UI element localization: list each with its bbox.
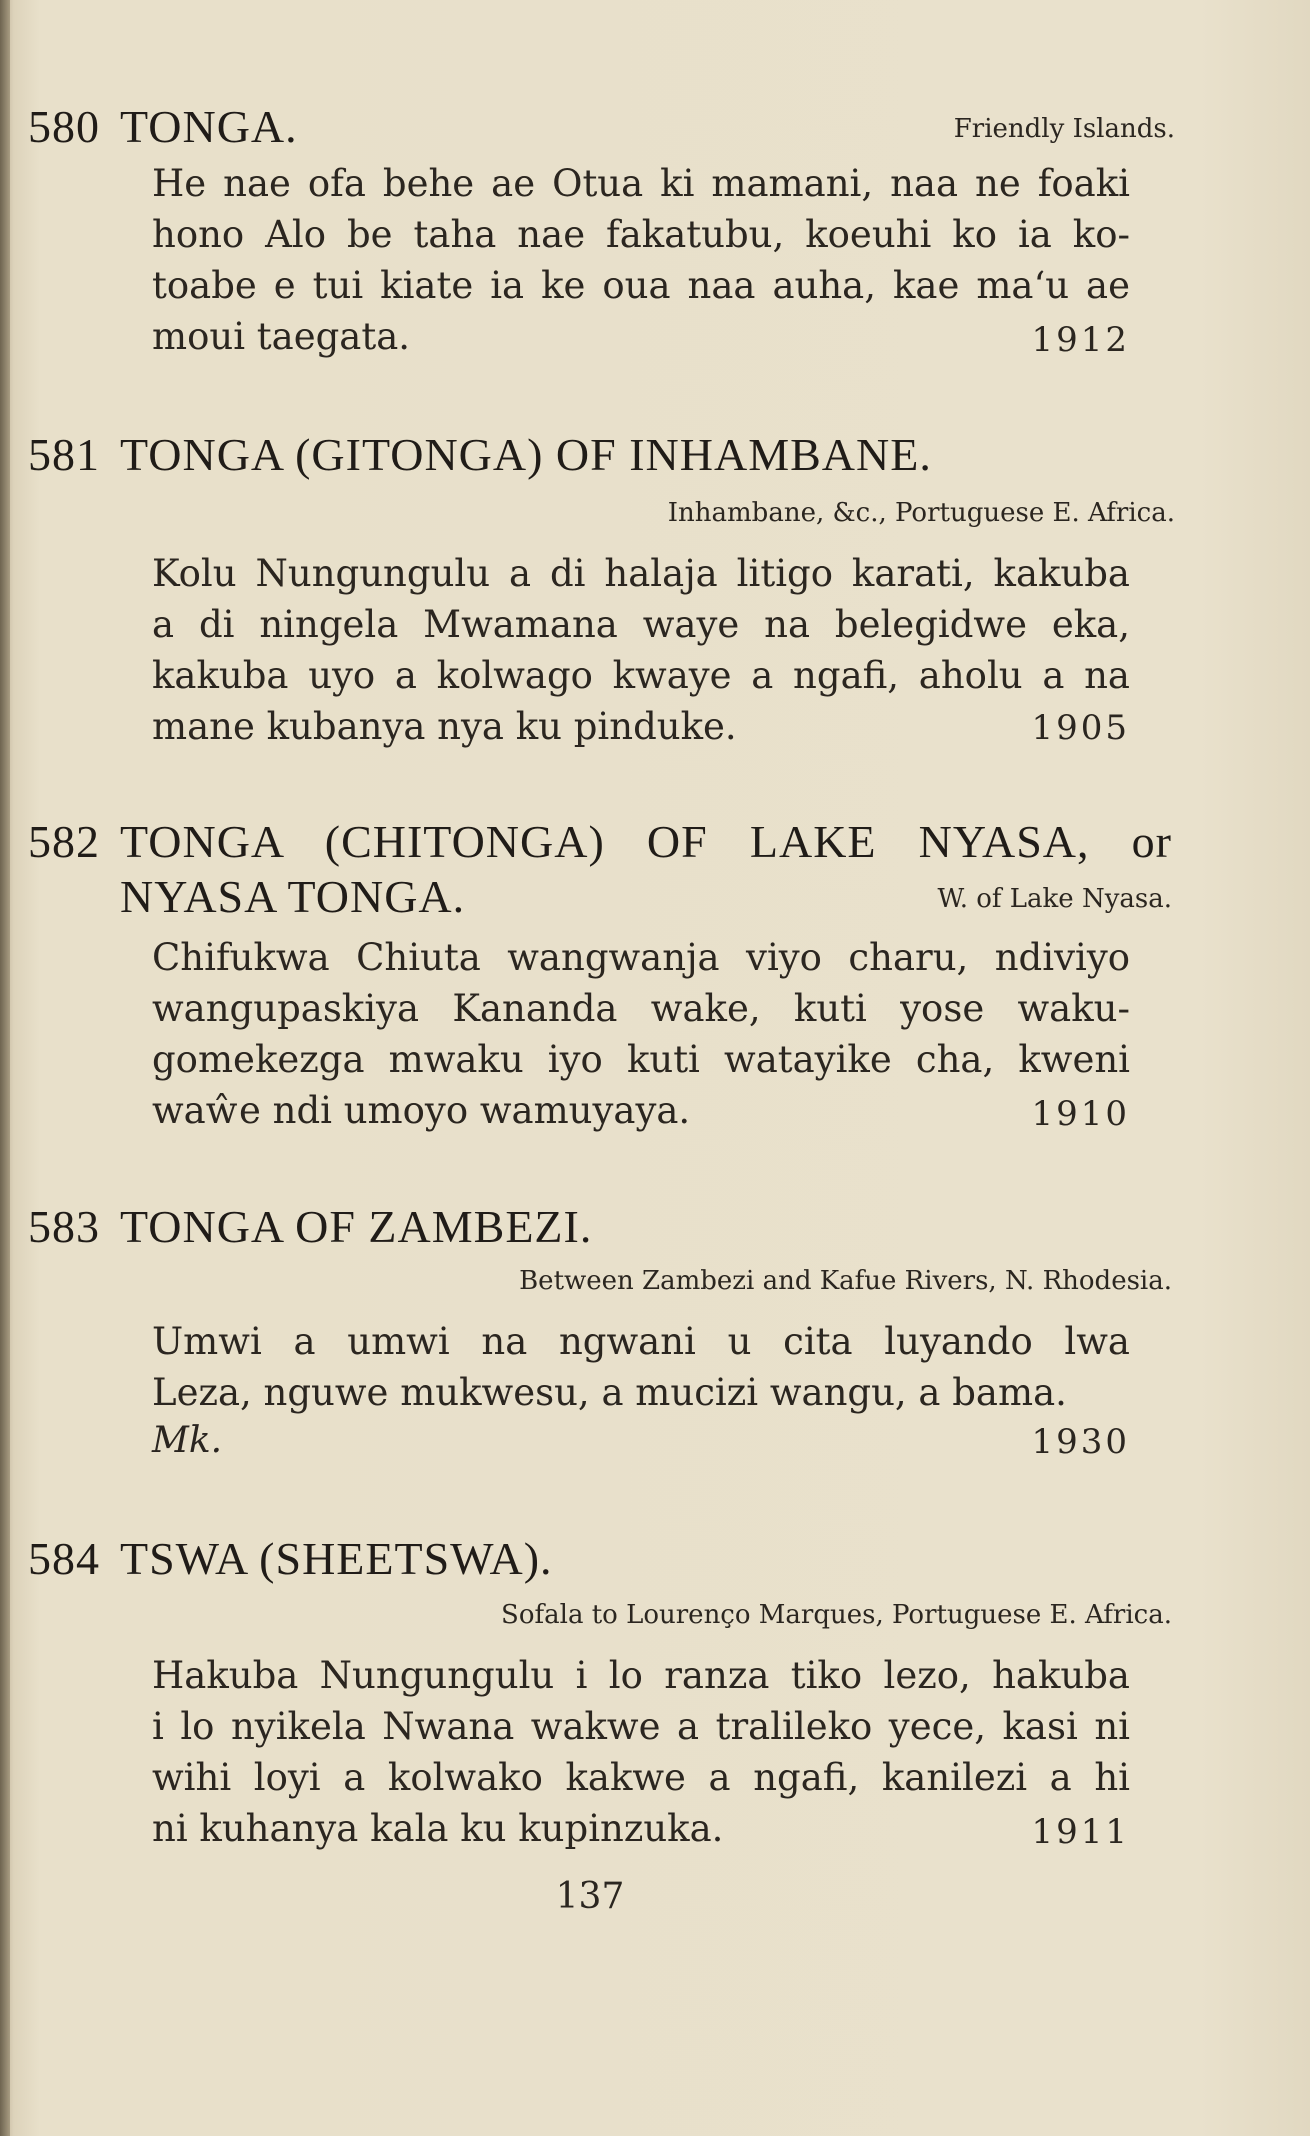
entry-582-text xyxy=(152,932,1130,1136)
text-line: toabe e tui kiate ia ke oua naa auha, kae ma‘u ae xyxy=(152,264,1130,307)
text-line: mane kubanya nya ku pinduke. xyxy=(152,705,737,748)
text-line: He nae ofa behe ae Otua ki mamani, naa ne foaki xyxy=(152,162,1130,205)
text-line: kakuba uyo a kolwago kwaye a ngafi, aholu a na xyxy=(152,654,1130,697)
text-line: ni kuhanya kala ku kupinzuka. xyxy=(152,1807,724,1850)
language-name: TONGA OF ZAMBEZI. xyxy=(120,1201,593,1252)
language-name: TSWA (SHEETSWA). xyxy=(120,1533,553,1584)
text-line: Umwi a umwi na ngwani u cita luyando lwa xyxy=(152,1320,1130,1363)
year-label: 1911 xyxy=(1031,1812,1130,1852)
text-line: Leza, nguwe mukwesu, a mucizi wangu, a bama. xyxy=(152,1371,1067,1414)
year-label: 1910 xyxy=(1031,1094,1130,1134)
text-line: moui taegata. xyxy=(152,315,411,358)
entry-number: 582 xyxy=(28,816,100,867)
region-label: Between Zambezi and Kafue Rivers, N. Rhodesia. xyxy=(519,1266,1172,1296)
entry-580-text xyxy=(152,158,1130,362)
text-line: wihi loyi a kolwako kakwe a ngafi, kanilezi a hi xyxy=(152,1756,1130,1799)
text-line: waŵe ndi umoyo wamuyaya. xyxy=(152,1089,691,1132)
entry-number: 584 xyxy=(28,1533,100,1584)
year-label: 1912 xyxy=(1031,320,1130,360)
page-number: 137 xyxy=(555,1876,625,1917)
language-name: TONGA (CHITONGA) OF LAKE NYASA, or xyxy=(120,816,1172,867)
region-label: Sofala to Lourenço Marques, Portuguese E. Africa. xyxy=(501,1600,1172,1630)
text-line: gomekezga mwaku iyo kuti watayike cha, kweni xyxy=(152,1038,1130,1081)
year-label: 1930 xyxy=(1031,1422,1130,1462)
entry-number: 581 xyxy=(28,429,100,480)
abbreviation-note: Mk. xyxy=(152,1420,223,1461)
text-line: a di ningela Mwamana waye na belegidwe eka, xyxy=(152,603,1130,646)
entry-number: 583 xyxy=(28,1201,100,1252)
text-line: Hakuba Nungungulu i lo ranza tiko lezo, hakuba xyxy=(152,1654,1130,1697)
book-spine-edge xyxy=(0,0,10,2136)
entry-583-text xyxy=(152,1316,1130,1418)
region-label: Friendly Islands. xyxy=(953,114,1175,144)
text-line: Chifukwa Chiuta wangwanja viyo charu, ndiviyo xyxy=(152,936,1130,979)
text-line: Kolu Nungungulu a di halaja litigo karati, kakuba xyxy=(152,552,1130,595)
entry-584-text xyxy=(152,1650,1130,1854)
language-name: TONGA (GITONGA) OF INHAMBANE. xyxy=(120,429,932,480)
entry-number: 580 xyxy=(28,101,100,152)
text-line: hono Alo be taha nae fakatubu, koeuhi ko ia ko- xyxy=(152,213,1130,256)
text-line: wangupaskiya Kananda wake, kuti yose waku- xyxy=(152,987,1130,1030)
language-name-continued: NYASA TONGA. xyxy=(120,871,466,922)
year-label: 1905 xyxy=(1031,708,1130,748)
text-line: i lo nyikela Nwana wakwe a tralileko yece, kasi ni xyxy=(152,1705,1130,1748)
language-name: TONGA. xyxy=(120,101,298,152)
region-label: W. of Lake Nyasa. xyxy=(937,884,1172,914)
entry-581-text xyxy=(152,548,1130,752)
region-label: Inhambane, &c., Portuguese E. Africa. xyxy=(667,498,1175,528)
